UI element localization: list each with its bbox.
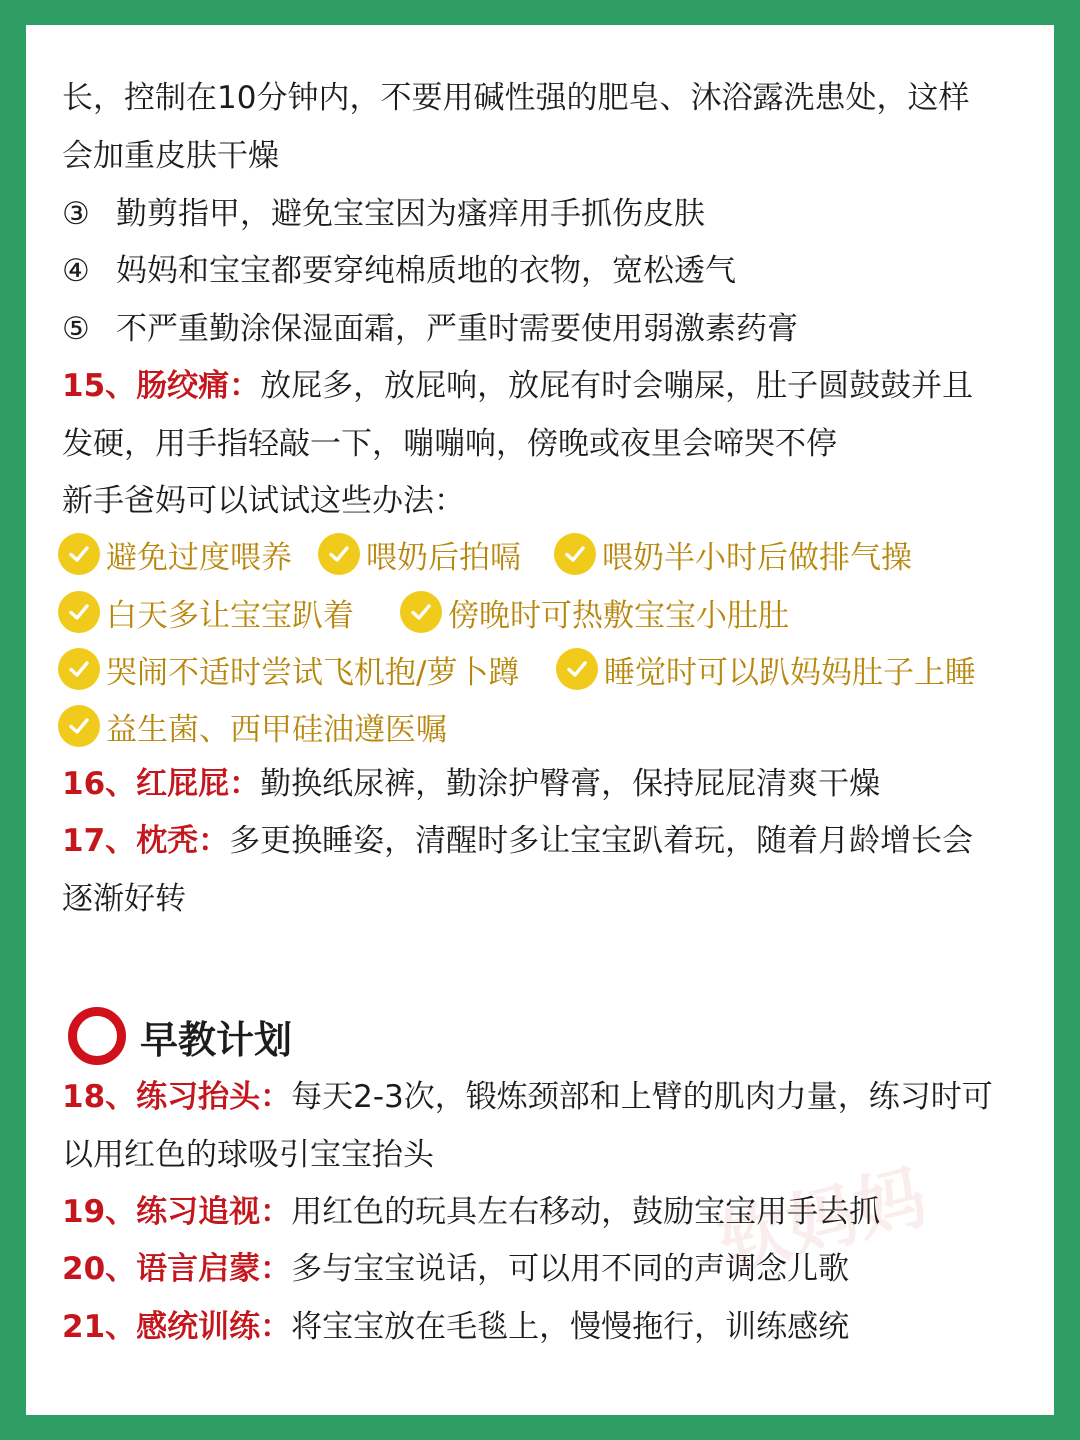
- item-17-line-1: [62, 821, 973, 861]
- section-heading: [68, 1007, 292, 1065]
- tip-text: 不严重勤涂保湿面霜，严重时需要使用弱激素药膏: [116, 311, 798, 347]
- check-item: [58, 702, 447, 750]
- check-item: [318, 530, 521, 578]
- item-18-text: 每天2-3次，锻炼颈部和上臂的肌肉力量，练习时可: [291, 1079, 993, 1115]
- item-20-text: 多与宝宝说话，可以用不同的声调念儿歌: [291, 1251, 850, 1287]
- check-item: [556, 645, 976, 693]
- check-icon: [58, 591, 100, 633]
- tip-item: [62, 194, 705, 234]
- check-text: 睡觉时可以趴妈妈肚子上睡: [604, 654, 976, 691]
- red-circle-icon: [68, 1007, 126, 1065]
- check-text: 避免过度喂养: [106, 539, 292, 576]
- check-item: [58, 530, 292, 578]
- item-20-label: 20、语言启蒙：: [62, 1251, 292, 1287]
- item-17-label: 17、枕秃：: [62, 823, 230, 859]
- check-icon: [58, 533, 100, 575]
- item-18-label: 18、练习抬头：: [62, 1079, 292, 1115]
- check-item: [58, 645, 519, 693]
- item-16: [62, 764, 880, 804]
- tip-number: ④: [62, 253, 90, 289]
- item-19-label: 19、练习追视：: [62, 1194, 292, 1230]
- check-item: [554, 530, 912, 578]
- item-15-text: 放屁多，放屁响，放屁有时会嘣屎，肚子圆鼓鼓并且: [260, 368, 974, 404]
- check-text: 哭闹不适时尝试飞机抱/萝卜蹲: [106, 654, 520, 691]
- item-17-text: 多更换睡姿，清醒时多让宝宝趴着玩，随着月龄增长会: [229, 823, 974, 859]
- intro-line-2: 会加重皮肤干燥: [62, 138, 279, 174]
- check-icon: [556, 648, 598, 690]
- item-18-line-1: [62, 1077, 993, 1117]
- section-title: 早教计划: [140, 1017, 293, 1062]
- tip-item: [62, 309, 798, 349]
- check-text: 益生菌、西甲硅油遵医嘱: [106, 711, 447, 748]
- tip-text: 勤剪指甲，避免宝宝因为瘙痒用手抓伤皮肤: [116, 196, 705, 232]
- item-15-line-1: [62, 366, 973, 406]
- item-21: [62, 1307, 849, 1347]
- intro-line-1: 长，控制在10分钟内，不要用碱性强的肥皂、沐浴露洗患处，这样: [62, 80, 970, 116]
- check-icon: [318, 533, 360, 575]
- check-item: [58, 588, 354, 636]
- item-17-line-2: 逐渐好转: [62, 881, 186, 917]
- check-icon: [58, 705, 100, 747]
- item-21-label: 21、感统训练：: [62, 1309, 292, 1345]
- tip-item: [62, 251, 736, 291]
- check-icon: [58, 648, 100, 690]
- check-icon: [400, 591, 442, 633]
- item-15-label: 15、肠绞痛：: [62, 368, 261, 404]
- tip-number: ③: [62, 196, 90, 232]
- check-text: 喂奶半小时后做排气操: [602, 539, 912, 576]
- check-text: 喂奶后拍嗝: [366, 539, 521, 576]
- item-15-line-2: 发硬，用手指轻敲一下，嘣嘣响，傍晚或夜里会啼哭不停: [62, 426, 837, 462]
- watermark: 软妈妈: [710, 1155, 935, 1287]
- item-16-text: 勤换纸尿裤，勤涂护臀膏，保持屁屁清爽干燥: [260, 766, 881, 802]
- item-16-label: 16、红屁屁：: [62, 766, 261, 802]
- item-19-text: 用红色的玩具左右移动，鼓励宝宝用手去抓: [291, 1194, 881, 1230]
- tip-number: ⑤: [62, 311, 90, 347]
- content-card: [26, 25, 1054, 1415]
- check-icon: [554, 533, 596, 575]
- check-text: 白天多让宝宝趴着: [106, 597, 354, 634]
- tip-text: 妈妈和宝宝都要穿纯棉质地的衣物，宽松透气: [116, 253, 736, 289]
- item-15-line-3: 新手爸妈可以试试这些办法：: [62, 483, 465, 519]
- item-21-text: 将宝宝放在毛毯上，慢慢拖行，训练感统: [291, 1309, 850, 1345]
- check-text: 傍晚时可热敷宝宝小肚肚: [448, 597, 789, 634]
- item-18-line-2: 以用红色的球吸引宝宝抬头: [62, 1137, 434, 1173]
- check-item: [400, 588, 789, 636]
